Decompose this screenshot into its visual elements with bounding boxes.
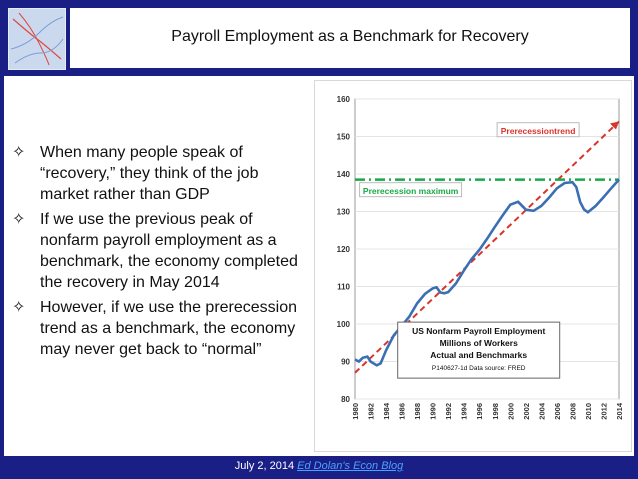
x-tick-label: 2010: [583, 403, 593, 420]
x-tick-label: 2004: [537, 403, 547, 420]
x-tick-label: 2006: [552, 403, 562, 420]
map-icon: [9, 9, 65, 69]
y-tick-label: 80: [341, 395, 350, 404]
bullet-text: If we use the previous peak of nonfarm payroll employment as a benchmark, the economy completed the recovery in May 2014: [40, 211, 298, 291]
bullet-text: When many people speak of “recovery,” they think of the job market rather than GDP: [40, 144, 259, 203]
x-tick-label: 1990: [428, 403, 438, 420]
list-item: [12, 297, 302, 360]
x-tick-label: 1994: [459, 403, 469, 420]
chart-info-line: US Nonfarm Payroll Employment: [412, 326, 546, 337]
y-tick-label: 150: [336, 132, 350, 142]
y-tick-label: 160: [336, 95, 350, 104]
y-tick-label: 130: [336, 207, 350, 217]
y-tick-label: 90: [341, 357, 350, 367]
bullet-star-icon: ✧: [12, 299, 26, 316]
y-tick-label: 110: [337, 282, 350, 292]
x-tick-label: 2002: [521, 403, 531, 420]
chart-info-line: Millions of Workers: [439, 338, 518, 349]
x-tick-label: 1988: [413, 403, 423, 420]
chart-frame: [314, 80, 632, 452]
header-bar: [0, 0, 638, 75]
title-box: [70, 8, 630, 68]
blog-link[interactable]: Ed Dolan's Econ Blog: [297, 460, 404, 472]
bullet-list: [12, 142, 302, 364]
x-tick-label: 2000: [506, 403, 516, 420]
trend-label: Prerecessiontrend: [500, 125, 576, 136]
bullet-star-icon: ✧: [12, 144, 26, 161]
footer: [0, 460, 638, 472]
blog-logo: [8, 8, 66, 70]
slide-title: Payroll Employment as a Benchmark for Recovery: [171, 28, 529, 45]
chart-info-line: Actual and Benchmarks: [430, 350, 528, 361]
x-tick-label: 2012: [599, 403, 609, 420]
y-tick-label: 100: [336, 320, 350, 329]
maximum-label: Prerecession maximum: [362, 185, 459, 196]
x-tick-label: 1980: [351, 403, 360, 420]
x-tick-label: 1982: [366, 403, 376, 420]
footer-date: July 2, 2014: [234, 460, 295, 472]
payroll-chart: [315, 81, 631, 451]
y-tick-label: 120: [336, 245, 350, 254]
bullet-text: However, if we use the prerecession trend as a benchmark, the economy may never get back to “normal”: [40, 299, 298, 358]
slide-content: [4, 76, 634, 456]
chart-info-line: P140627-1d Data source: FRED: [431, 365, 526, 373]
x-tick-label: 1996: [475, 403, 485, 420]
x-tick-label: 2014: [615, 403, 624, 420]
x-tick-label: 2008: [568, 403, 578, 420]
y-tick-label: 140: [336, 170, 350, 179]
bullet-star-icon: ✧: [12, 211, 26, 228]
list-item: [12, 142, 302, 205]
x-tick-label: 1992: [444, 403, 454, 420]
x-tick-label: 1984: [382, 403, 392, 420]
x-tick-label: 1986: [397, 403, 407, 420]
list-item: [12, 209, 302, 293]
x-tick-label: 1998: [490, 403, 500, 420]
